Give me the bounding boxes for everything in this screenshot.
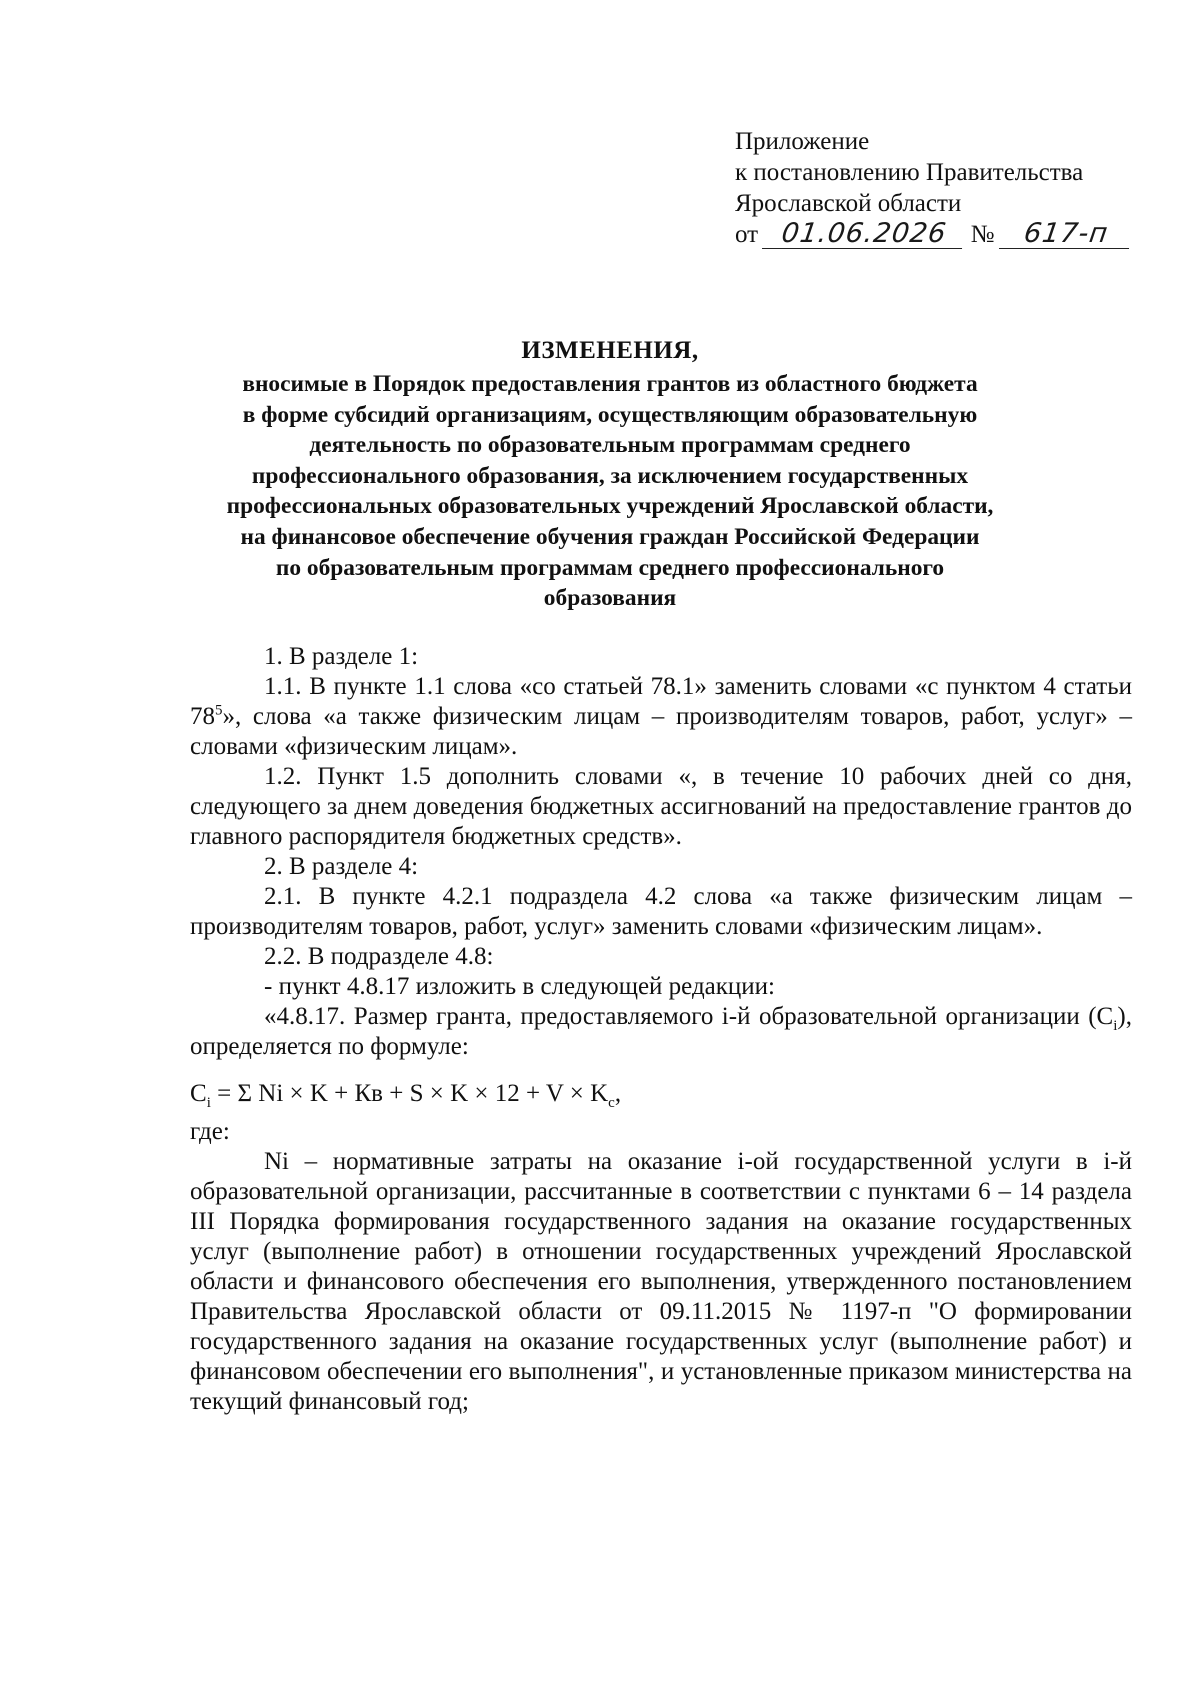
number-sign: № [970,221,995,248]
text: «4.8.17. Размер гранта, предоставляемого i-й образовательной организации (C [264,1003,1114,1030]
paragraph-1-2: 1.2. Пункт 1.5 дополнить словами «, в течение 10 рабочих дней со дня, следующего за днем доведения бюджетных ассигнований на предоставление грантов до главного распорядителя бюджетных средств». [190,763,1132,850]
handwritten-number: 617-п [999,220,1133,249]
text: », слова «а также физическим лицам – производителям товаров, работ, услуг» – словами «физическим лицам». [190,703,1132,760]
superscript: 5 [215,702,223,719]
subtitle-line: профессионального образования, за исключением государственных [251,462,969,489]
paragraph-2-2-item: - пункт 4.8.17 изложить в следующей редакции: [264,973,775,1000]
ni-definition: Ni – нормативные затраты на оказание i-ой государственной услуги в i-й образовательной организации, рассчитанные в соответствии с пунктами 6 – 14 раздела III Порядка формирования государственного задания на оказание государственных услуг (выполнение работ) в отношении государственных учреждений Ярославской области и финансового обеспечения его выполнения, утвержденного постановлением Правительства Ярославской области от 09.11.2015 № 1197-п "О формировании государственного задания на оказание государственных услуг (выполнение работ) и финансовом обеспечении его выполнения", и установленные приказом министерства на текущий финансовый год; [190,1148,1132,1415]
date-prefix: от [735,221,759,248]
paragraph-4-8-17 [190,1002,1132,1062]
subtitle-line: вносимые в Порядок предоставления грантов из областного бюджета [242,371,978,397]
subtitle-line: по образовательным программам среднего профессионального [275,554,945,581]
subtitle-line: в форме субсидий организациям, осуществляющим образовательную [242,401,978,428]
appendix-line-1: Приложение [735,128,870,155]
paragraph-1-1 [190,672,1132,762]
paragraph-2: 2. В разделе 4: [264,853,419,880]
paragraph-2-1: 2.1. В пункте 4.2.1 подраздела 4.2 слова «а также физическим лицам – производителям товаров, работ, услуг» заменить словами «физическим лицам». [190,883,1132,940]
appendix-line-3: Ярославской области [735,190,962,217]
text: 1.1. В пункте 1.1 слова «со статьей 78.1» заменить словами «с пунктом 4 статьи 78 [190,673,1132,730]
handwritten-date: 01.06.2026 [762,220,966,249]
subtitle-line: образования [543,585,677,612]
document-subtitle [180,369,1040,614]
text: ), определяется по формуле: [190,1003,1132,1060]
appendix-block [735,126,1155,250]
title-block [180,335,1040,614]
where-label: где: [190,1118,230,1145]
subscript: c [608,1095,615,1111]
appendix-date-line [735,219,1155,250]
formula-c: C [190,1080,207,1107]
document-title: ИЗМЕНЕНИЯ, [521,337,699,364]
formula-tail: , [614,1080,622,1107]
subtitle-line: на финансовое обеспечение обучения граждан Российской Федерации [240,523,980,550]
formula [190,1079,1132,1109]
subtitle-line: деятельность по образовательным программам среднего [309,432,911,459]
subscript: i [206,1095,211,1111]
subscript: i [1113,1018,1118,1034]
paragraph-2-2: 2.2. В подразделе 4.8: [264,943,494,970]
subtitle-line: профессиональных образовательных учреждений Ярославской области, [226,493,994,520]
formula-expression: = Σ Ni × K + Кв + S × K × 12 + V × K [210,1080,609,1107]
paragraph-1: 1. В разделе 1: [264,643,419,670]
document-body [190,642,1132,1417]
appendix-line-2: к постановлению Правительства [735,159,1084,186]
